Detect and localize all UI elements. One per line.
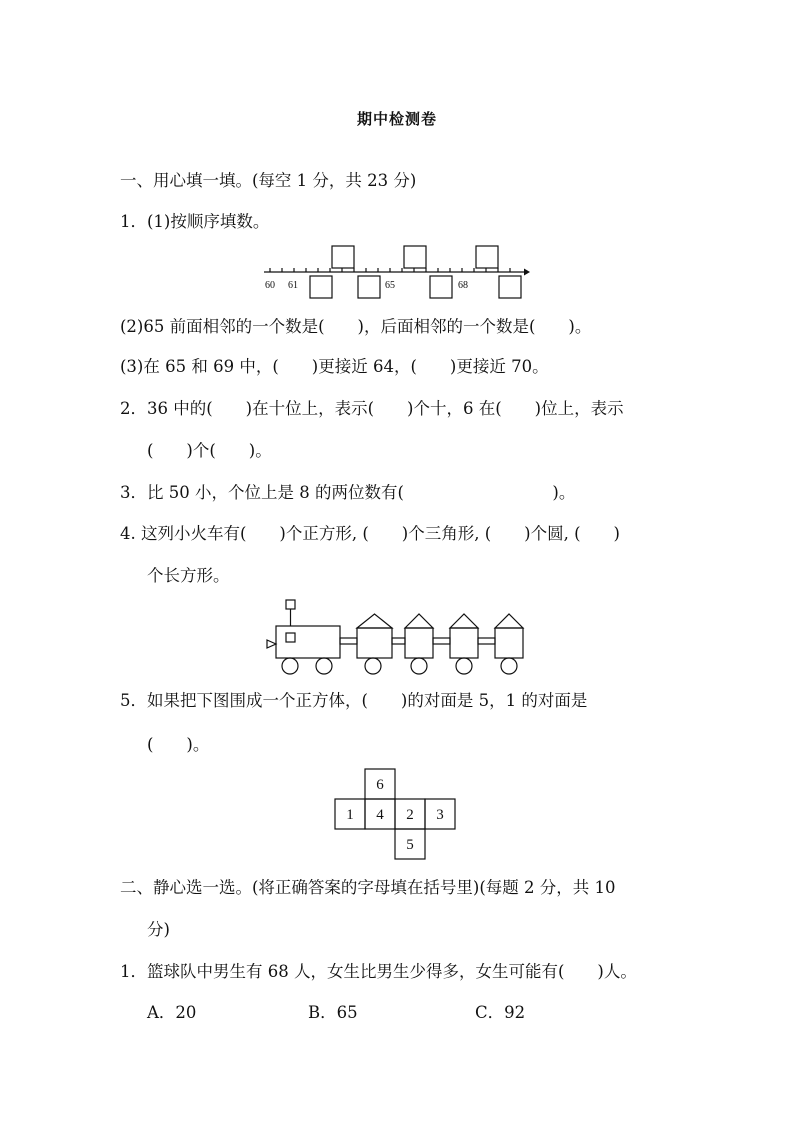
question-1-1: 1．(1)按顺序填数。 [120, 212, 270, 231]
question-5-line1: 5．如果把下图围成一个正方体，( )的对面是 5，1 的对面是 [120, 691, 588, 710]
train-triangle [405, 614, 433, 628]
option-c: C．92 [475, 1003, 526, 1022]
train-circle [501, 658, 517, 674]
train-rectangle [495, 628, 523, 658]
answer-box [332, 246, 354, 268]
option-a: A．20 [147, 1003, 197, 1022]
answer-box [310, 276, 332, 298]
train-square [286, 600, 295, 609]
section2-heading-line2: 分) [147, 920, 170, 939]
net-face-1: 1 [346, 807, 354, 823]
tick-label-65: 65 [385, 280, 395, 291]
section2-heading-line1: 二、静心选一选。(将正确答案的字母填在括号里)(每题 2 分，共 10 [120, 878, 616, 897]
cube-net-figure [333, 768, 457, 860]
answer-box [430, 276, 452, 298]
train-triangle [450, 614, 478, 628]
question-4-line2: 个长方形。 [147, 566, 230, 585]
question-2-line2: ( )个( )。 [147, 441, 272, 460]
train-figure [262, 596, 532, 678]
train-rectangle [478, 638, 495, 644]
answer-box [404, 246, 426, 268]
tick-label-60: 60 [265, 280, 275, 291]
train-rectangle [405, 628, 433, 658]
train-rectangle [357, 628, 392, 658]
tick-label-61: 61 [288, 280, 298, 291]
net-face-5: 5 [406, 837, 414, 853]
question-4-line1: 4. 这列小火车有( )个正方形, ( )个三角形, ( )个圆, ( ) [120, 524, 620, 543]
section2-question-1: 1．篮球队中男生有 68 人，女生比男生少得多，女生可能有( )人。 [120, 962, 637, 981]
question-1-2: (2)65 前面相邻的一个数是( )，后面相邻的一个数是( )。 [120, 317, 592, 336]
answer-box [476, 246, 498, 268]
train-circle [456, 658, 472, 674]
answer-box [358, 276, 380, 298]
train-circle [365, 658, 381, 674]
question-1-3: (3)在 65 和 69 中，( )更接近 64，( )更接近 70。 [120, 357, 549, 376]
train-circle [282, 658, 298, 674]
train-square [286, 633, 295, 642]
tick-label-68: 68 [458, 280, 468, 291]
option-b: B．65 [308, 1003, 358, 1022]
train-triangle [357, 614, 392, 628]
question-5-line2: ( )。 [147, 735, 210, 754]
train-rectangle [433, 638, 450, 644]
train-triangle [267, 640, 276, 648]
train-rectangle [340, 638, 357, 644]
net-face-3: 3 [436, 807, 444, 823]
train-triangle [495, 614, 523, 628]
train-circle [411, 658, 427, 674]
train-circle [316, 658, 332, 674]
train-rectangle [392, 638, 405, 644]
answer-box [499, 276, 521, 298]
question-2-line1: 2．36 中的( )在十位上，表示( )个十，6 在( )位上，表示 [120, 399, 624, 418]
question-3: 3．比 50 小，个位上是 8 的两位数有( )。 [120, 483, 576, 502]
net-face-2: 2 [406, 807, 414, 823]
train-rectangle [450, 628, 478, 658]
net-face-6: 6 [376, 777, 384, 793]
net-face-4: 4 [376, 807, 384, 823]
section1-heading: 一、用心填一填。(每空 1 分，共 23 分) [120, 171, 417, 190]
number-line-figure [258, 240, 534, 302]
page-title: 期中检测卷 [356, 110, 437, 128]
